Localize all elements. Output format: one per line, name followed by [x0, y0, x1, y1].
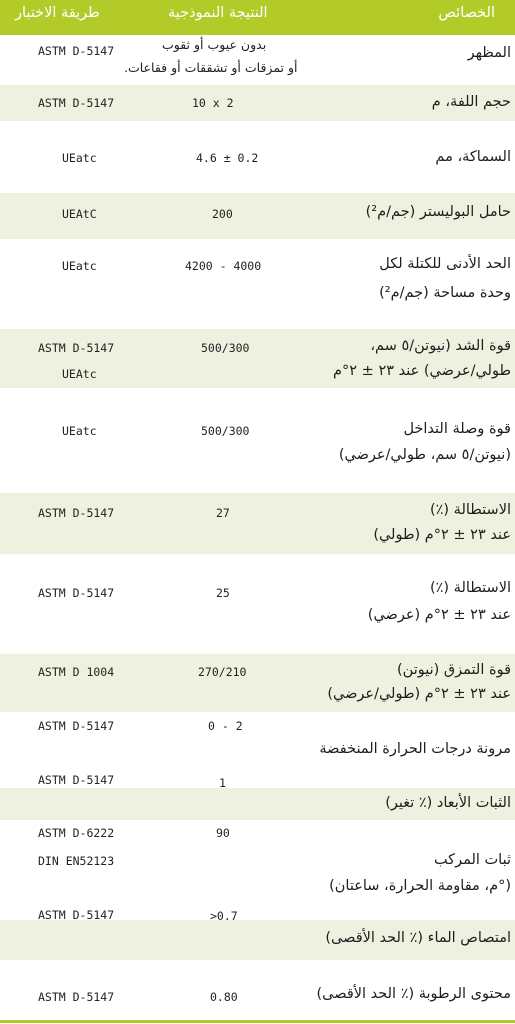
table-bottom-border	[0, 1020, 515, 1023]
result-cell: 1	[219, 776, 226, 790]
method-cell: ASTM D-5147	[38, 586, 115, 600]
method-cell: UEatc	[62, 424, 97, 438]
header-method: طريقة الاختبار	[15, 5, 100, 21]
method-cell: ASTM D-5147	[38, 44, 115, 58]
property-cell: حامل البوليستر (جم/م²)	[365, 204, 511, 220]
method-cell: ASTM D-5147	[38, 341, 115, 355]
property-cell: (°م، مقاومة الحرارة، ساعتان)	[329, 878, 511, 894]
result-cell: 0 - 2	[208, 719, 243, 733]
result-cell: 90	[216, 826, 230, 840]
result-cell: >0.7	[210, 909, 238, 923]
property-cell: المظهر	[467, 45, 511, 61]
result-cell: بدون عيوب أو ثقوب	[162, 37, 267, 52]
property-cell: قوة وصلة التداخل	[403, 421, 511, 437]
method-cell: ASTM D-5147	[38, 506, 115, 520]
result-cell: 500/300	[201, 424, 250, 438]
result-cell: 0.80	[210, 990, 238, 1004]
property-cell: حجم اللفة، م	[431, 94, 511, 110]
property-cell: عند ٢٣ ± ٢°م (عرضي)	[367, 607, 511, 623]
table-row	[0, 554, 515, 654]
property-cell: مرونة درجات الحرارة المنخفضة	[319, 741, 511, 757]
table-header	[0, 0, 515, 35]
result-cell: 4200 - 4000	[185, 259, 262, 273]
header-property: الخصائص	[438, 5, 495, 21]
property-cell: الثبات الأبعاد (٪ تغير)	[385, 795, 511, 811]
method-cell: DIN EN52123	[38, 854, 115, 868]
table-row	[0, 388, 515, 493]
method-cell: UEAtc	[62, 367, 97, 381]
property-cell: قوة الشد (نيوتن/٥ سم،	[370, 338, 511, 354]
property-cell: امتصاص الماء (٪ الحد الأقصى)	[325, 930, 511, 946]
property-cell: (نيوتن/٥ سم، طولي/عرضي)	[338, 447, 511, 463]
header-result: النتيجة النموذجية	[168, 5, 268, 21]
method-cell: ASTM D-5147	[38, 908, 115, 922]
result-cell: 270/210	[198, 665, 247, 679]
result-cell: 25	[216, 586, 230, 600]
method-cell: UEatc	[62, 151, 97, 165]
method-cell: UEAtC	[62, 207, 97, 221]
result-cell: 27	[216, 506, 230, 520]
property-cell: محتوى الرطوبة (٪ الحد الأقصى)	[316, 986, 511, 1002]
result-cell: 4.6 ± 0.2	[196, 151, 259, 165]
method-cell: UEatc	[62, 259, 97, 273]
property-cell: الاستطالة (٪)	[429, 502, 511, 518]
property-cell: قوة التمزق (نيوتن)	[397, 662, 511, 678]
method-cell: ASTM D-5147	[38, 96, 115, 110]
method-cell: ASTM D-5147	[38, 719, 115, 733]
result-cell: أو تمزقات أو تشققات أو فقاعات.	[124, 60, 298, 75]
method-cell: ASTM D-6222	[38, 826, 115, 840]
method-cell: ASTM D 1004	[38, 665, 115, 679]
property-cell: ثبات المركب	[433, 852, 511, 868]
property-cell: عند ٢٣ ± ٢°م (طولي)	[373, 527, 511, 543]
property-cell: الاستطالة (٪)	[429, 580, 511, 596]
property-cell: عند ٢٣ ± ٢°م (طولي/عرضي)	[327, 686, 511, 702]
property-cell: طولي/عرضي) عند ٢٣ ± ٢°م	[333, 363, 511, 379]
result-cell: 500/300	[201, 341, 250, 355]
result-cell: 200	[212, 207, 233, 221]
property-cell: وحدة مساحة (جم/م²)	[379, 285, 511, 301]
method-cell: ASTM D-5147	[38, 990, 115, 1004]
property-cell: الحد الأدنى للكتلة لكل	[379, 256, 511, 272]
table-row	[0, 239, 515, 329]
method-cell: ASTM D-5147	[38, 773, 115, 787]
result-cell: 10 x 2	[192, 96, 234, 110]
property-cell: السماكة، مم	[435, 149, 511, 165]
